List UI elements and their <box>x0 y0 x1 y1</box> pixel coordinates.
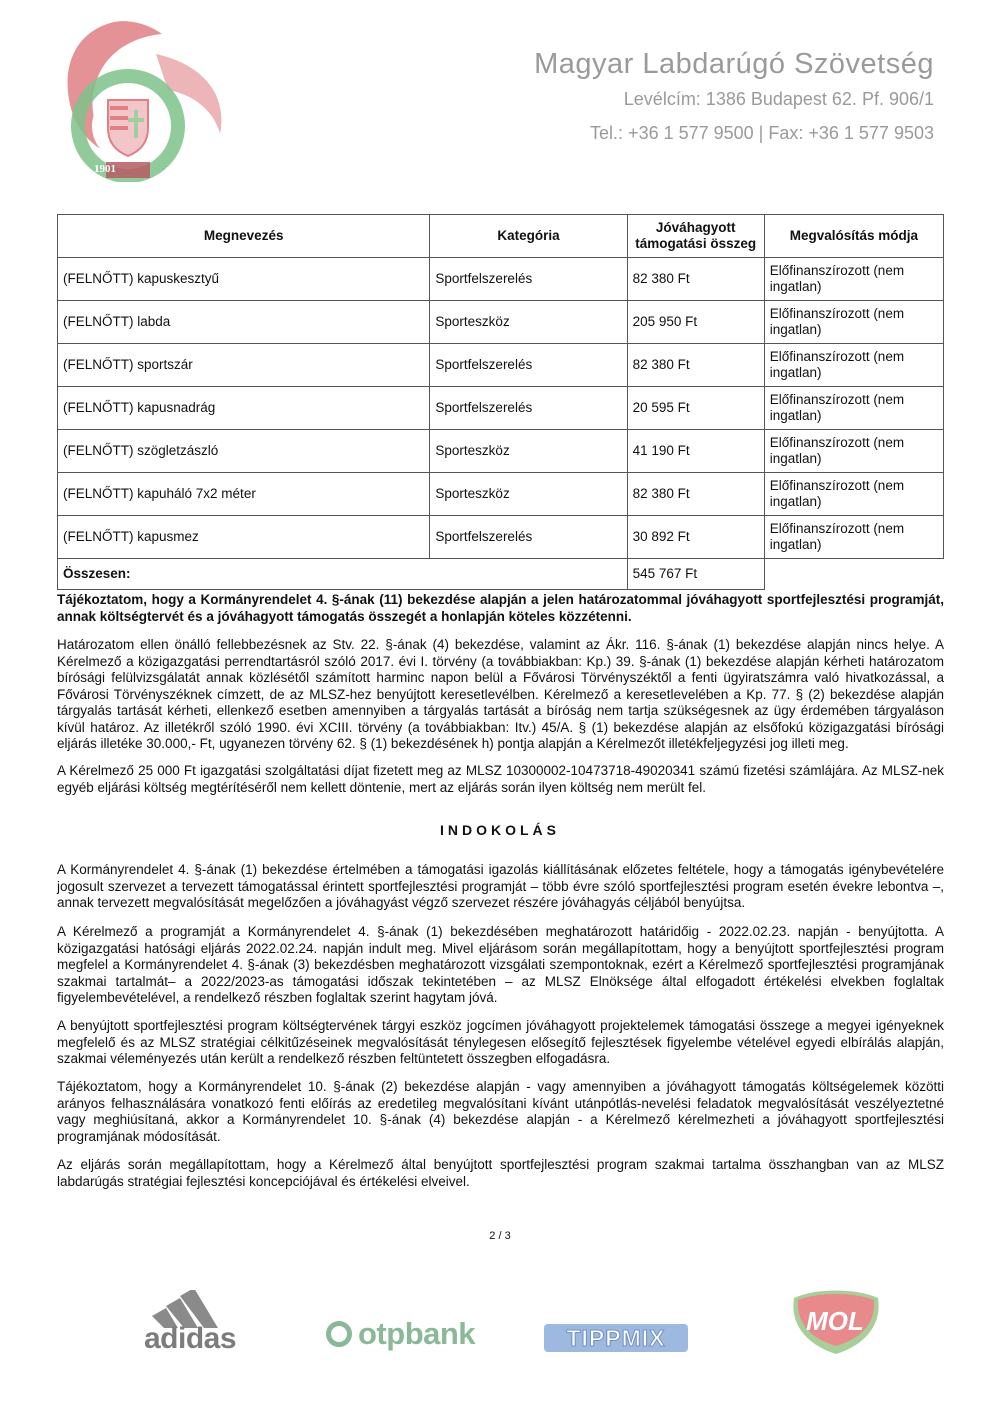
tippmix-wordmark: TIPPMIX <box>566 1325 666 1351</box>
table-header-row <box>58 215 944 258</box>
page-number: 2 / 3 <box>489 1230 511 1242</box>
header-amount: Jóváhagyott támogatási összeg <box>627 215 764 258</box>
section-title-indokolas: INDOKOLÁS <box>440 822 560 838</box>
cell-amount: 82 380 Ft <box>627 473 764 516</box>
cell-category: Sportfelszerelés <box>430 516 627 559</box>
cell-category: Sportfelszerelés <box>430 344 627 387</box>
cell-category: Sporteszköz <box>430 473 627 516</box>
organization-address: Levélcím: 1386 Budapest 62. Pf. 906/1 <box>623 89 934 109</box>
total-mode-empty <box>764 559 943 590</box>
reasoning-paragraph-2: A Kérelmező a programját a Kormányrendelet 4. §-ának (1) bekezdésében meghatározott határidőig - 2022.02.23. napján - benyújtotta. A közigazgatási hatósági eljárás 2022.02.24. napján indult meg. Mivel eljárásom során megállapítottam, hogy a benyújtott sportfejlesztési program megfelel a Kormányrendelet 4. §-ának (3) bekezdésben meghatározott vizsgálati szempontoknak, ezért a Kérelmező sportfejlesztési programjának szakmai tartalmát– a 2022/2023-as támogatási időszak tekintetében – az MLSZ Elnöksége által elfogadott értékelési elvekben foglaltak figyelembevételével, a rendelkező részben foglaltak szerint hagytam jóvá. <box>57 924 944 1005</box>
header-name: Megnevezés <box>58 215 430 258</box>
reasoning-paragraph-1: A Kormányrendelet 4. §-ának (1) bekezdése értelmében a támogatási igazolás kiállításának előzetes feltétele, hogy a támogatás igénybevételére jogosult szervezet a tervezett támogatással érintett sportfejlesztési programját – több évre szóló sportfejlesztési program esetén évekre lebontva –, annak tervezett megvalósítását megelőzően a jóváhagyást végző szervezet részére jóváhagyás céljából benyújtsa. <box>57 862 944 910</box>
adidas-logo-icon <box>140 1290 240 1356</box>
reasoning-paragraph-5: Az eljárás során megállapítottam, hogy a Kérelmező által benyújtott sportfejlesztési program szakmai tartalma összhangban van az MLSZ labdarúgás stratégiai fejlesztési koncepciójával és értékelési elveivel. <box>57 1157 944 1189</box>
cell-mode: Előfinanszírozott (nem ingatlan) <box>764 516 943 559</box>
mol-logo-icon <box>786 1288 884 1356</box>
cell-name: (FELNŐTT) kapuskesztyű <box>58 258 430 301</box>
cell-amount: 41 190 Ft <box>627 430 764 473</box>
cell-category: Sportfelszerelés <box>430 387 627 430</box>
header-mode: Megvalósítás módja <box>764 215 943 258</box>
header-category: Kategória <box>430 215 627 258</box>
cell-mode: Előfinanszírozott (nem ingatlan) <box>764 387 943 430</box>
fee-paragraph: A Kérelmező 25 000 Ft igazgatási szolgáltatási díjat fizetett meg az MLSZ 10300002-10473718-49020341 számú fizetési számlájára. Az MLSZ-nek egyéb eljárási költség megtérítéséről nem kellett döntenie, mert az eljárás során ilyen költség nem merült fel. <box>57 763 944 795</box>
cell-category: Sportfelszerelés <box>430 258 627 301</box>
cell-name: (FELNŐTT) szögletzászló <box>58 430 430 473</box>
appeal-paragraph: Határozatom ellen önálló fellebbezésnek az Stv. 22. §-ának (4) bekezdése, valamint az Ákr. 116. §-ának (1) bekezdése alapján nincs helye. A Kérelmező a közigazgatási perrendtartásról szóló 2017. évi I. törvény (a továbbiakban: Kp.) 39. §-ának (1) bekezdése alapján kérheti határozatom bírósági felülvizsgálatát annak közlésétől számított harminc napon belül a Fővárosi Törvényszéktől a fenti ügyiratszámra való hivatkozással, a Fővárosi Törvényszéknek címzett, de az MLSZ-hez benyújtott keresetlevélben. Kérelmező a keresetlevelében a Kp. 77. § (2) bekezdése alapján tárgyalás tartását kérheti, ellenkező esetben amennyiben a tárgyalás tartását a bíróság nem tartja szükségesnek az ügy érdemében tárgyaláson kívül határoz. Az illetékről szóló 1990. évi XCIII. törvény (a továbbiakban: Itv.) 45/A. § (1) bekezdése alapján az elsőfokú közigazgatási bírósági eljárás illetéke 30.000,- Ft, ugyanezen törvény 62. § (1) bekezdésének h) pontja alapján a Kérelmezőt illetékfeljegyzési jog illeti meg. <box>57 637 944 751</box>
otp-circle-icon <box>326 1321 352 1347</box>
cell-mode: Előfinanszírozott (nem ingatlan) <box>764 473 943 516</box>
table-row <box>58 430 944 473</box>
reasoning-paragraph-4: Tájékoztatom, hogy a Kormányrendelet 10. §-ának (2) bekezdése alapján - vagy amennyiben a jóváhagyott támogatás költségelemek közötti arányos felhasználására vonatkozó fenti előírás az eredetileg megvalósítani kívánt utánpótlás-nevelési feladatok megvalósítását veszélyeztetné vagy meghiúsítaná, akkor a Kormányrendelet 10. §-ának (4) bekezdése alapján - a Kérelmező kérelmezheti a jóváhagyott sportfejlesztési programjának módosítását. <box>57 1079 944 1144</box>
adidas-wordmark: adidas <box>143 1322 237 1355</box>
organization-header <box>534 46 934 146</box>
cell-mode: Előfinanszírozott (nem ingatlan) <box>764 301 943 344</box>
otpbank-logo-icon <box>326 1316 475 1356</box>
cell-amount: 20 595 Ft <box>627 387 764 430</box>
cell-name: (FELNŐTT) kapusnadrág <box>58 387 430 430</box>
total-spacer <box>430 559 627 590</box>
table-row <box>58 516 944 559</box>
organization-name: Magyar Labdarúgó Szövetség <box>534 48 934 80</box>
reasoning-paragraph-3: A benyújtott sportfejlesztési program költségtervének tárgyi eszköz jogcímen jóváhagyott projektelemek támogatási összege a megyei igényeknek megfelelő és az MLSZ stratégiai célkitűzéseinek megvalósítását ténylegesen elősegítő fejlesztések figyelembe vételével egyedi elbírálás alapján, szakmai véleményezés után került a rendelkező részben feltüntetett összegben elfogadásra. <box>57 1018 944 1066</box>
cell-amount: 82 380 Ft <box>627 344 764 387</box>
table-row <box>58 344 944 387</box>
cell-category: Sporteszköz <box>430 301 627 344</box>
cell-name: (FELNŐTT) kapuháló 7x2 méter <box>58 473 430 516</box>
table-total-row <box>58 559 944 590</box>
cell-name: (FELNŐTT) labda <box>58 301 430 344</box>
organization-phone-fax: Tel.: +36 1 577 9500 | Fax: +36 1 577 9503 <box>590 123 934 143</box>
total-label: Összesen: <box>58 559 430 590</box>
table-row <box>58 473 944 516</box>
grant-table <box>57 214 944 590</box>
otp-wordmark: otpbank <box>358 1316 476 1351</box>
cell-mode: Előfinanszírozott (nem ingatlan) <box>764 344 943 387</box>
emblem-year: 1901 <box>94 163 116 175</box>
cell-amount: 82 380 Ft <box>627 258 764 301</box>
table-row <box>58 258 944 301</box>
cell-amount: 30 892 Ft <box>627 516 764 559</box>
cell-name: (FELNŐTT) sportszár <box>58 344 430 387</box>
mol-wordmark: MOL <box>806 1306 864 1336</box>
cell-mode: Előfinanszírozott (nem ingatlan) <box>764 258 943 301</box>
cell-mode: Előfinanszírozott (nem ingatlan) <box>764 430 943 473</box>
cell-amount: 205 950 Ft <box>627 301 764 344</box>
mlsz-emblem-icon <box>52 14 232 182</box>
publication-notice: Tájékoztatom, hogy a Kormányrendelet 4. §-ának (11) bekezdése alapján a jelen határozatommal jóváhagyott sportfejlesztési programját, annak költségtervét és a jóváhagyott támogatás összegét a honlapján köteles közzétenni. <box>57 592 944 624</box>
tippmix-logo-icon <box>544 1324 688 1352</box>
cell-category: Sporteszköz <box>430 430 627 473</box>
table-row <box>58 387 944 430</box>
cell-name: (FELNŐTT) kapusmez <box>58 516 430 559</box>
total-amount: 545 767 Ft <box>627 559 764 590</box>
table-row <box>58 301 944 344</box>
